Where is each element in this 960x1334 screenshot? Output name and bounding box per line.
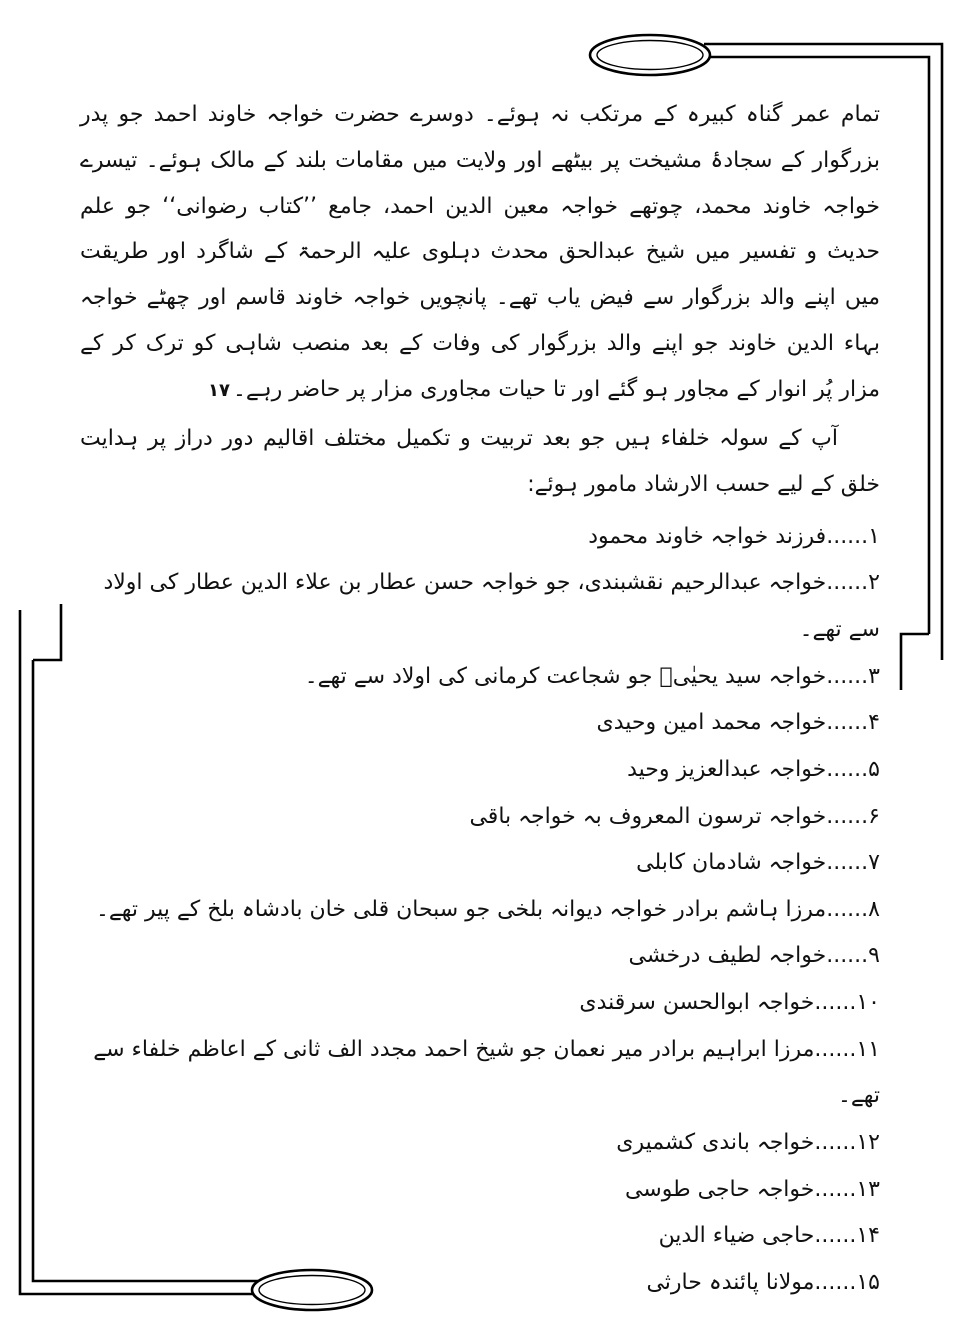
khulafa-list [80,514,880,1307]
list-item-number: ۹ [868,943,880,969]
list-item-number: ۱ [868,523,880,549]
footnote-marker: ۱۷ [207,379,230,401]
list-item-dots: ...... [814,990,857,1015]
intro-paragraph [80,92,880,412]
list-item-name: خواجہ باندی کشمیری [616,1129,815,1155]
list-item [80,794,880,841]
list-item-name: فرزند خواجہ خاوند محمود [588,523,827,549]
list-item-dots: ...... [814,1269,857,1295]
list-item-name: خواجہ شادمان کابلی [636,850,827,876]
list-item [80,980,880,1027]
list-item-number: ۱۱ [856,1036,880,1062]
list-item-dots: ...... [826,710,869,736]
list-item-name: خواجہ عبدالعزیز وحید [627,756,827,782]
list-item-name: خواجہ حاجی طوسی [624,1176,815,1202]
list-item-name: مرزا ہاشم برادر خواجہ دیوانہ بلخی جو سبحان قلی خان بادشاہ بلخ کے پیر تھے۔ [95,896,827,922]
list-item-name: مولانا پائندہ حارثی [646,1269,815,1295]
list-item-name: حاجی ضیاء الدین [658,1223,815,1249]
list-item [80,840,880,887]
list-item-name: خواجہ ابوالحسن سرقندی [579,990,815,1015]
list-item-dots: ...... [826,896,869,922]
list-item [80,1167,880,1214]
list-item-number: ۱۴ [856,1223,880,1249]
list-item-number: ۲ [868,570,880,596]
list-item-name: خواجہ سید یحیٰیؑ جو شجاعت کرمانی کی اولاد سے تھے۔ [304,663,827,689]
list-item [80,1213,880,1260]
list-item [80,560,880,653]
list-item-dots: ...... [826,663,869,689]
list-item-dots: ...... [826,850,869,876]
top-ornament-ellipse-inner [597,41,703,70]
list-item [80,747,880,794]
list-item-number: ۳ [868,663,880,689]
list-item [80,887,880,934]
list-item-number: ۵ [868,756,880,782]
list-item-number: ۱۵ [856,1269,880,1295]
list-item-name: خواجہ محمد امین وحیدی [596,710,827,736]
list-item-dots: ...... [814,1036,857,1062]
list-item-name: خواجہ عبدالرحیم نقشبندی، جو خواجہ حسن عطار بن علاء الدین عطار کی اولاد سے تھے۔ [103,570,880,642]
list-item [80,654,880,701]
list-item-number: ۱۳ [856,1176,880,1202]
list-item-number: ۴ [868,710,880,736]
list-item-dots: ...... [814,1129,857,1155]
list-item [80,514,880,561]
list-item-number: ۱۲ [856,1129,880,1155]
list-item-name: مرزا ابراہیم برادر میر نعمان جو شیخ احمد مجدد الف ثانی کے اعاظم خلفاء سے تھے۔ [93,1036,880,1109]
list-item-dots: ...... [826,943,869,969]
list-item-dots: ...... [814,1223,857,1249]
list-item [80,933,880,980]
list-item-dots: ...... [826,756,869,782]
page-text-content [80,92,880,1306]
list-item-name: خواجہ ترسون المعروف بہ خواجہ باقی [469,803,827,829]
intro-paragraph-text: تمام عمر گناہ کبیرہ کے مرتکب نہ ہوئے۔ دوسرے حضرت خواجہ خاوند احمد جو پدر بزرگوار کے سجادۂ مشیخت پر بیٹھے اور ولایت میں مقامات بلند کے مالک ہوئے۔ تیسرے خواجہ خاوند محمد، چوتھے خواجہ معین الدین احمد، جامع ’’کتاب رضوانی‘‘ جو علم حدیث و تفسیر میں شیخ عبدالحق محدث دہلوی علیہ الرحمۃ کے شاگرد اور طریقت میں اپنے والد بزرگوار سے فیض یاب تھے۔ پانچویں خواجہ خاوند قاسم اور چھٹے خواجہ بہاء الدین خاوند جو اپنے والد بزرگوار کی وفات کے بعد منصب شاہی کو ترک کر کے مزار پُر انوار کے مجاور ہو گئے اور تا حیات مجاوری مزار پر حاضر رہے۔ [80,102,880,402]
list-item [80,1260,880,1307]
list-item-name: خواجہ لطیف درخشی [628,943,827,969]
list-item-dots: ...... [814,1176,857,1202]
list-item-dots: ...... [826,523,869,549]
khulafa-intro-paragraph: آپ کے سولہ خلفاء ہیں جو بعد تربیت و تکمیل مختلف اقالیم دور دراز پر ہدایت خلق کے لیے حسب الارشاد مامور ہوئے: [80,426,880,497]
list-item [80,700,880,747]
top-ornament-ellipse [590,35,710,75]
list-item [80,1027,880,1120]
list-item-number: ۸ [868,896,880,922]
list-item-number: ۷ [868,850,880,876]
list-item-number: ۶ [868,803,880,829]
list-item-number: ۱۰ [856,990,880,1015]
list-item [80,1120,880,1167]
list-item-dots: ...... [826,570,869,596]
list-item-dots: ...... [826,803,869,829]
